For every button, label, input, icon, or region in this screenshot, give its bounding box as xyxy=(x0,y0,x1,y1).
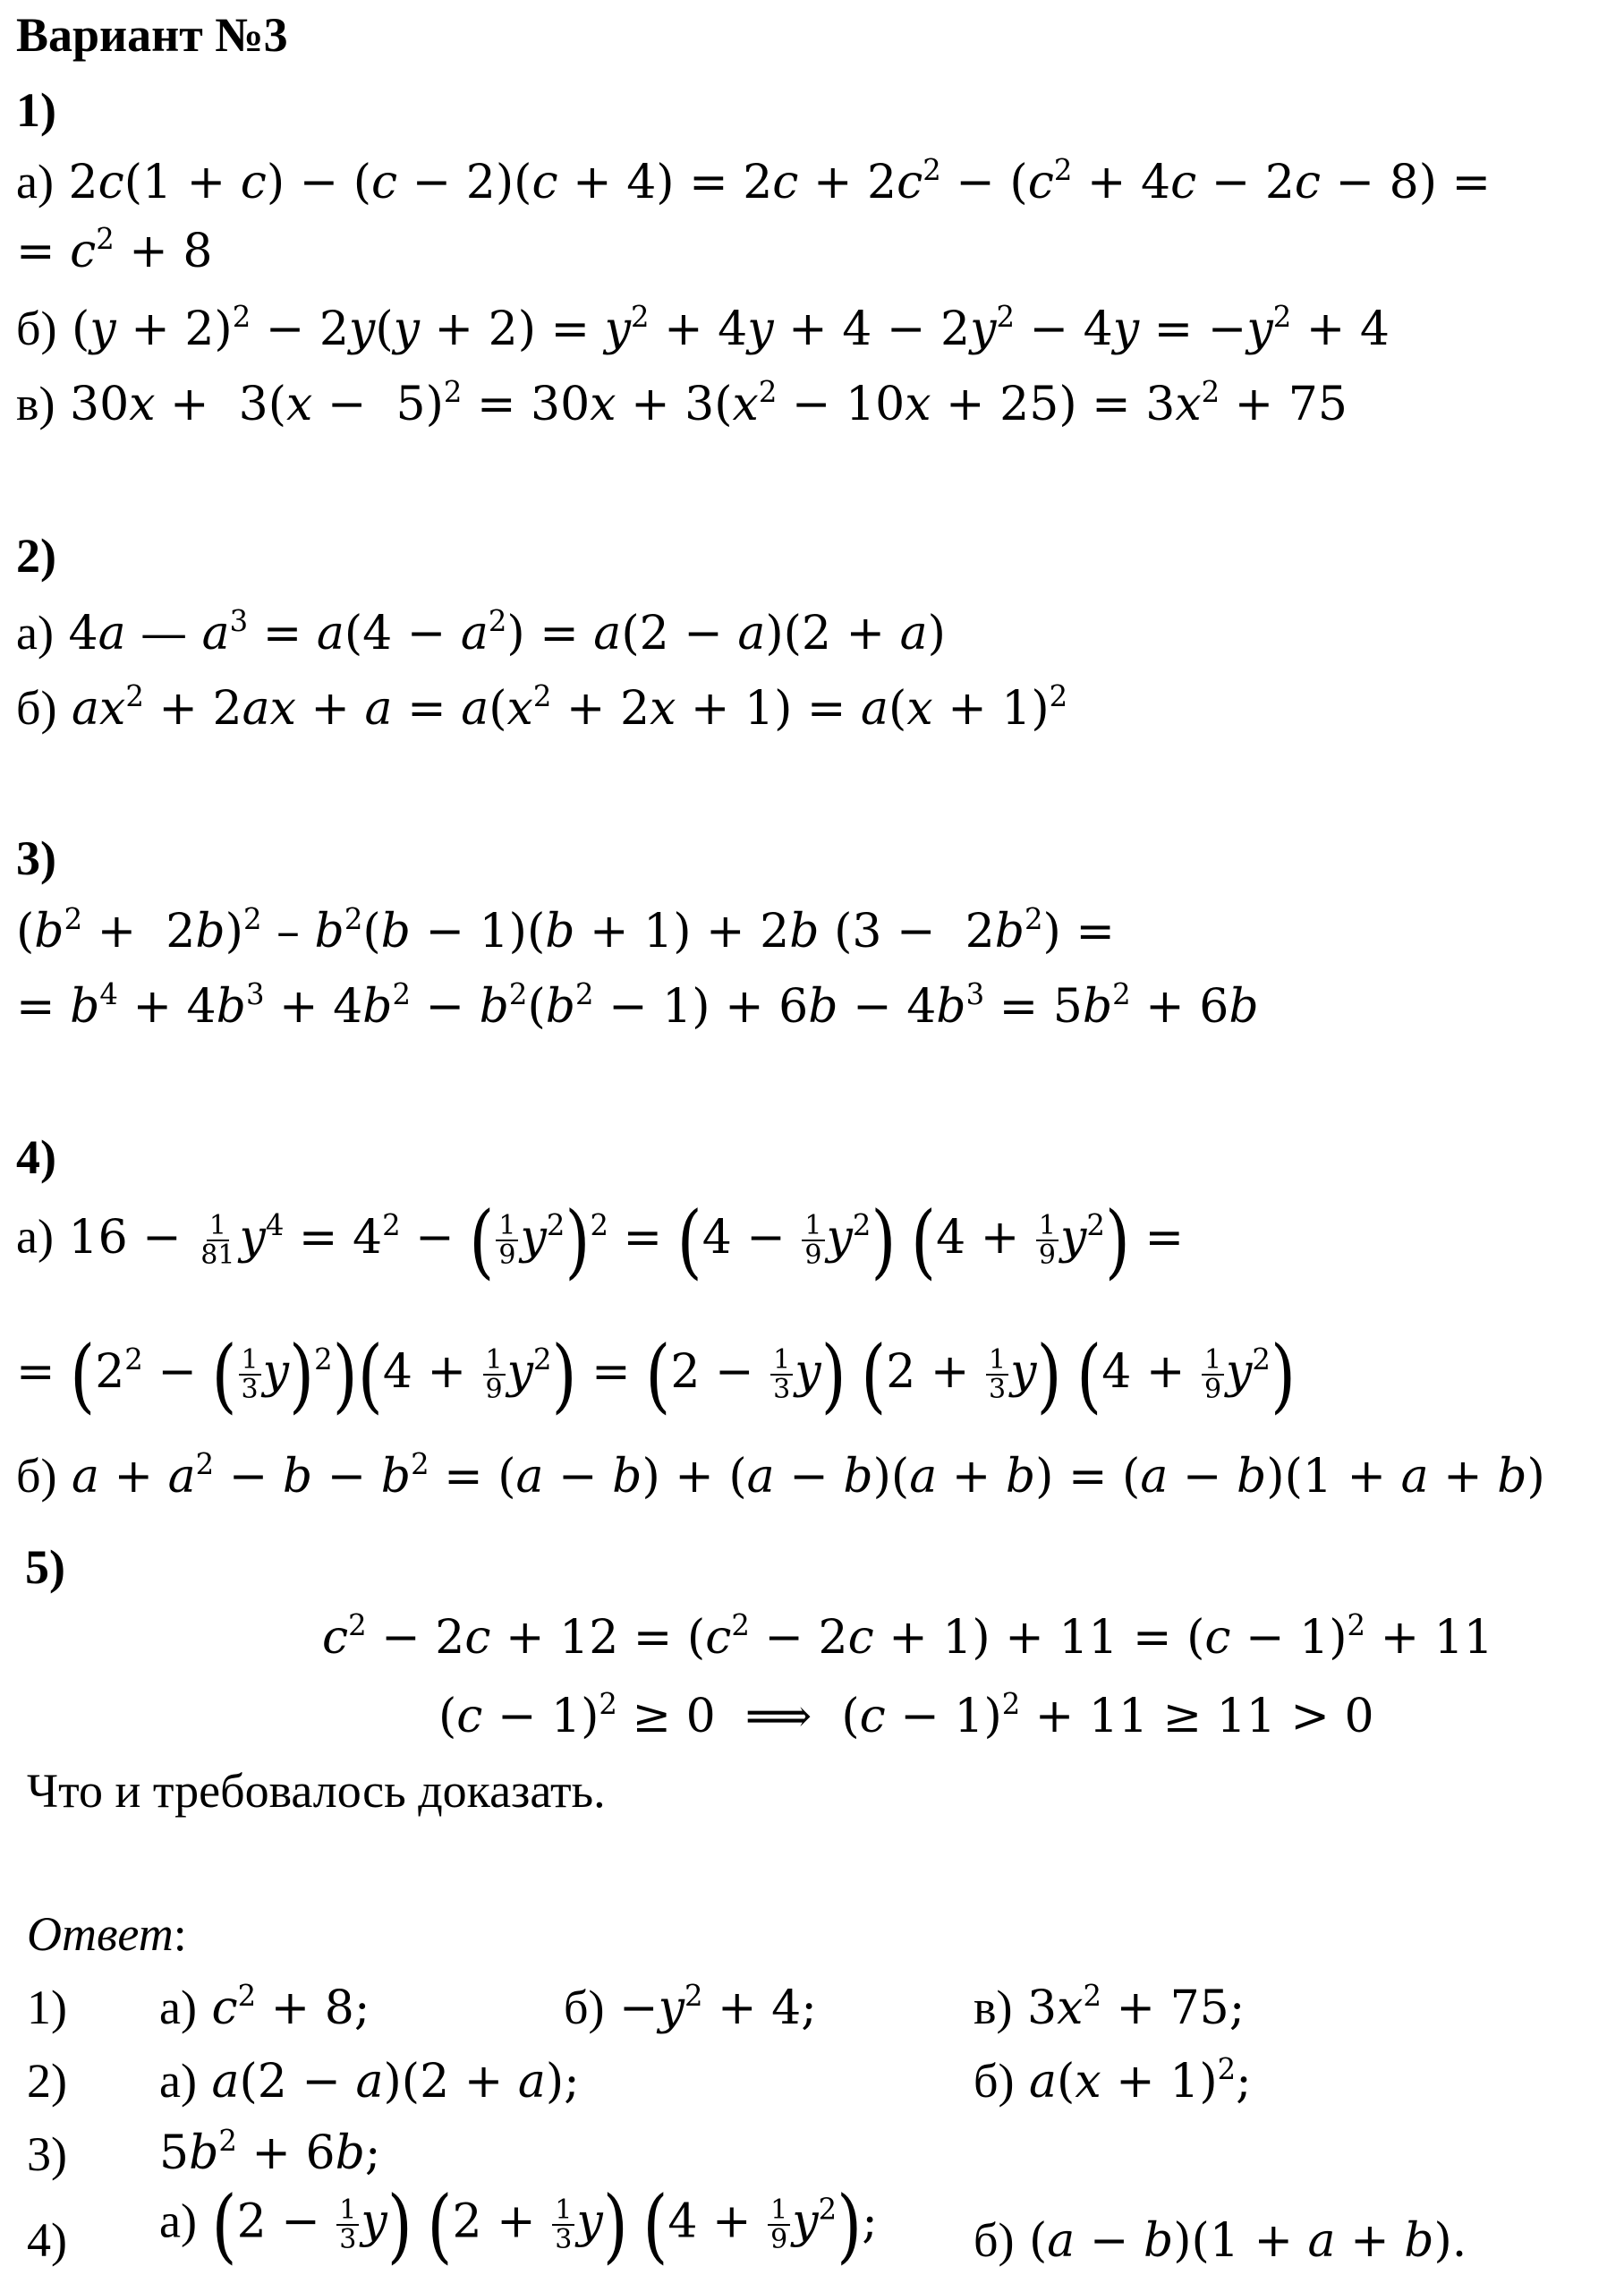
answer-row-3 xyxy=(0,2126,1624,2198)
task1-a-label: а) xyxy=(16,155,54,209)
task1-a-expression: $2c(1 + c) - (c - 2)(c + 4) = 2c + 2c^2 - (c^2 + 4c - 2c - 8)$ = xyxy=(68,153,1492,209)
task4-a-line2 xyxy=(16,1327,1297,1422)
answer-row-number: 4) xyxy=(27,2213,67,2267)
answer-row-number: 1) xyxy=(27,1981,67,2034)
task1-v-line xyxy=(16,376,1348,432)
answer-4a: а) (2 − $\frac{1}{3}$ y) (2 + $\frac{1}{3}$ y) (4 + $\frac{1}{9}$ $y^2$); xyxy=(159,2177,878,2272)
task4-a-expression: 16 − $\frac{1}{81}$ $y^4 = 4^2$ − ( $\frac{1}{9}$ $y^2)^2 = (4$ − $\frac{1}{9}$ $y^2$) (4 + $\frac{1}{9}$ $y^2$) = xyxy=(68,1193,1185,1288)
task4-a-label: а) xyxy=(16,1209,54,1264)
task4-a-continuation: = ($2^2$ − ( $\frac{1}{3}$ y)$^2$)(4 + $\frac{1}{9}$ $y^2) = (2$ − $\frac{1}{3}$ y) (2 + $\frac{1}{3}$ y) (4 + $\frac{1}{9}$ $y^2$) xyxy=(16,1327,1297,1422)
task3-header: 3) xyxy=(16,831,56,885)
task1-v-expression: $30x + 3(x - 5)^2 = 30x + 3(x^2 - 10x + 25) = 3x^2 + 75$ xyxy=(70,375,1348,431)
task1-header: 1) xyxy=(16,83,56,137)
answer-row-1 xyxy=(0,1980,1624,2051)
task1-b-line xyxy=(16,301,1390,357)
task1-a-result: = $c^2 + 8$ xyxy=(16,222,213,278)
task1-b-label: б) xyxy=(16,302,57,355)
task2-a-expression: 4a — $a^3 = a(4 - a^2) = a(2 - a)(2 + a)$ xyxy=(68,604,946,660)
task1-a-line2 xyxy=(16,222,213,279)
answer-2b: б) $a(x + 1)^2$; xyxy=(974,2052,1252,2109)
task4-b-expression: $a + a^2 - b - b^2 = (a - b) + (a - b)(a + b) = (a - b)(1 + a + b)$ xyxy=(72,1447,1545,1504)
answer-label: Ответ xyxy=(27,1907,174,1961)
task1-a-line1 xyxy=(16,154,1491,210)
task4-b-label: б) xyxy=(16,1449,57,1503)
task3-result: = $b^4 + 4b^3 + 4b^2 - b^2(b^2 - 1) + 6b - 4b^3 = 5b^2 + 6b$ xyxy=(16,977,1259,1034)
task1-v-label: в) xyxy=(16,377,55,430)
task2-b-label: б) xyxy=(16,681,57,735)
task2-b-line xyxy=(16,680,1067,737)
task2-a-line xyxy=(16,605,946,661)
task2-b-expression: $ax^2 + 2ax + a = a(x^2 + 2x + 1) = a(x + 1)^2$ xyxy=(72,679,1068,736)
task5-expression1: $c^2 - 2c + 12 = (c^2 - 2c + 1) + 11 = (c - 1)^2 + 11$ xyxy=(322,1608,1493,1665)
answer-1b: $б) -y^2 + 4$; xyxy=(564,1979,817,2035)
task4-header: 4) xyxy=(16,1130,56,1184)
task2-a-label: а) xyxy=(16,606,54,660)
task3-line2 xyxy=(16,977,1259,1035)
task3-expression: $(b^2 + 2b)^2 - b^2(b - 1)(b + 1) + 2b$ $(3 - 2b^2)$ = xyxy=(16,902,1115,959)
answer-2a: а) a(2 − a)(2 + a); xyxy=(159,2054,580,2109)
task2-header: 2) xyxy=(16,529,56,583)
answer-row-number: 3) xyxy=(27,2127,67,2181)
document-title: Вариант №3 xyxy=(16,8,288,62)
task5-header: 5) xyxy=(25,1540,65,1594)
answer-row-number: 2) xyxy=(27,2054,67,2108)
answer-1a: а) $c^2 + 8$; xyxy=(159,1979,370,2035)
task4-b-line xyxy=(16,1448,1545,1504)
task4-a-line1 xyxy=(16,1193,1185,1288)
task3-line1 xyxy=(16,902,1115,959)
answer-3: $5b^2 + 6b$; xyxy=(159,2124,381,2180)
answer-row-2 xyxy=(0,2053,1624,2125)
answer-4b: б) (a − b)(1 + a + b). xyxy=(974,2213,1467,2268)
task5-conclusion: Что и требовалось доказать. xyxy=(27,1764,606,1818)
answer-heading: Ответ: xyxy=(27,1907,187,1961)
task5-expression2: $(c - 1)^2 \ge 0$ ⟹ $(c - 1)^2 + 11 \ge 11 > 0$ xyxy=(438,1687,1374,1743)
task1-b-expression: $(y + 2)^2 - 2y(y + 2) = y^2 + 4y + 4 - 2y^2 - 4y = -y^2 + 4$ xyxy=(72,300,1390,356)
answer-row-4 xyxy=(0,2177,1624,2291)
answer-1v: в) $3x^2 + 75$; xyxy=(974,1979,1246,2035)
